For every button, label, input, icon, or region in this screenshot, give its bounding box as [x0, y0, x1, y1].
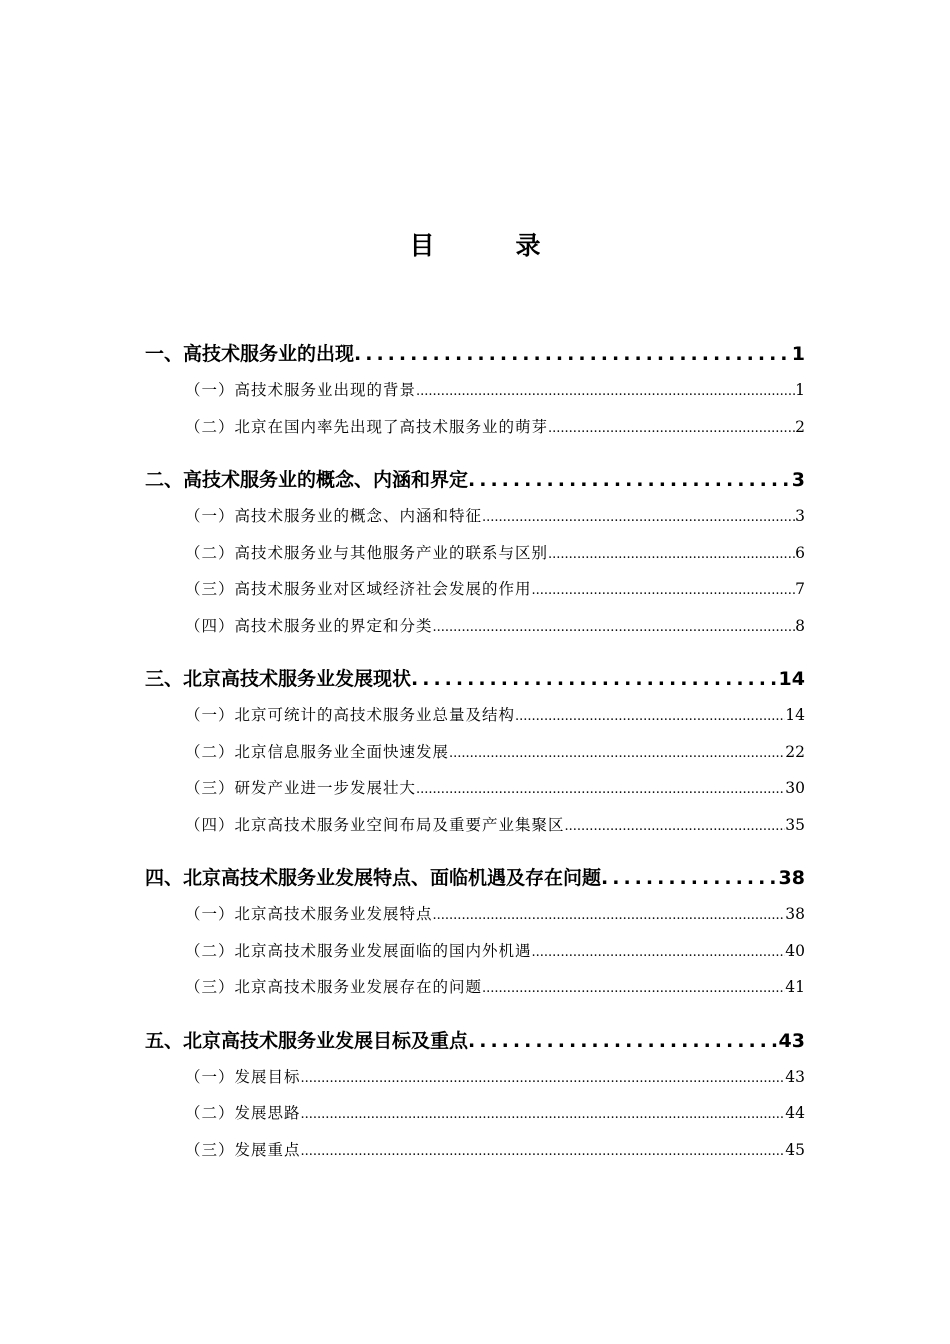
- toc-page-number: 14: [778, 668, 805, 690]
- dot-leader: [416, 374, 795, 411]
- toc-entry-label: （二）高技术服务业与其他服务产业的联系与区别: [185, 543, 549, 562]
- toc-page-number: 45: [785, 1140, 805, 1159]
- toc-subsection-entry[interactable]: [145, 896, 805, 933]
- toc-page-number: 44: [785, 1104, 805, 1122]
- toc-page-number: 40: [785, 941, 805, 960]
- dot-leader: [548, 537, 795, 574]
- toc-page-number: 38: [778, 867, 805, 889]
- toc-subsection-entry[interactable]: [145, 734, 805, 771]
- toc-subsection-entry[interactable]: [145, 498, 805, 535]
- toc-chapter-entry[interactable]: [145, 462, 805, 498]
- toc-subsection-entry[interactable]: [145, 1132, 805, 1169]
- toc-subsection-entry[interactable]: [145, 969, 805, 1006]
- toc-page-number: 30: [785, 779, 805, 797]
- toc-entry-label: （三）高技术服务业对区域经济社会发展的作用: [185, 580, 532, 598]
- page-title: 目 录: [409, 231, 569, 260]
- dot-leader: [532, 935, 786, 972]
- toc-page-number: 8: [795, 616, 805, 635]
- toc-chapter-entry[interactable]: [145, 336, 805, 372]
- toc-chapter-entry[interactable]: [145, 1023, 805, 1059]
- toc-page-number: 14: [785, 706, 805, 724]
- toc-page-number: 1: [795, 381, 805, 399]
- toc-page-number: 1: [791, 343, 805, 365]
- toc-entry-label: （二）北京在国内率先出现了高技术服务业的萌芽: [185, 417, 549, 436]
- dot-leader: [482, 971, 785, 1008]
- dot-leader: [354, 336, 792, 372]
- toc-section: [145, 1023, 805, 1169]
- toc-entry-label: （一）高技术服务业的概念、内涵和特征: [185, 507, 483, 525]
- table-of-contents: [145, 336, 805, 1185]
- toc-entry-label: （四）北京高技术服务业空间布局及重要产业集聚区: [185, 815, 565, 834]
- dot-leader: [416, 772, 785, 809]
- toc-subsection-entry[interactable]: [145, 608, 805, 645]
- dot-leader: [601, 860, 779, 896]
- dot-leader: [532, 573, 796, 610]
- toc-entry-label: 一、高技术服务业的出现: [145, 343, 355, 365]
- toc-entry-label: （一）发展目标: [185, 1067, 301, 1086]
- toc-entry-label: （一）高技术服务业出现的背景: [185, 381, 417, 399]
- toc-section: [145, 661, 805, 843]
- toc-subsection-entry[interactable]: [145, 933, 805, 970]
- toc-entry-label: （一）北京高技术服务业发展特点: [185, 905, 433, 923]
- toc-page-number: 43: [778, 1029, 805, 1052]
- toc-page-number: 43: [785, 1067, 805, 1086]
- toc-entry-label: （一）北京可统计的高技术服务业总量及结构: [185, 706, 516, 724]
- toc-subsection-entry[interactable]: [145, 807, 805, 844]
- dot-leader: [482, 500, 795, 537]
- toc-page-number: 6: [795, 543, 805, 562]
- toc-entry-label: （二）发展思路: [185, 1104, 301, 1122]
- toc-page-number: 2: [795, 417, 805, 436]
- toc-entry-label: 四、北京高技术服务业发展特点、面临机遇及存在问题: [145, 867, 602, 889]
- toc-entry-label: （三）研发产业进一步发展壮大: [185, 779, 417, 797]
- toc-subsection-entry[interactable]: [145, 571, 805, 608]
- toc-subsection-entry[interactable]: [145, 535, 805, 572]
- dot-leader: [433, 610, 796, 647]
- toc-entry-label: 二、高技术服务业的概念、内涵和界定: [145, 469, 469, 491]
- toc-subsection-entry[interactable]: [145, 1059, 805, 1096]
- dot-leader: [515, 699, 785, 736]
- toc-section: [145, 336, 805, 445]
- toc-entry-label: 三、北京高技术服务业发展现状: [145, 668, 412, 690]
- toc-chapter-entry[interactable]: [145, 860, 805, 896]
- toc-entry-label: 五、北京高技术服务业发展目标及重点: [145, 1029, 469, 1052]
- toc-entry-label: （二）北京高技术服务业发展面临的国内外机遇: [185, 941, 532, 960]
- toc-page-number: 38: [785, 905, 805, 923]
- toc-subsection-entry[interactable]: [145, 372, 805, 409]
- toc-page-number: 3: [795, 507, 805, 525]
- toc-page-number: 41: [785, 978, 805, 996]
- dot-leader: [301, 1097, 786, 1134]
- dot-leader: [468, 462, 792, 498]
- toc-page-number: 7: [795, 580, 805, 598]
- toc-subsection-entry[interactable]: [145, 697, 805, 734]
- dot-leader: [301, 1061, 786, 1098]
- toc-section: [145, 462, 805, 644]
- toc-subsection-entry[interactable]: [145, 770, 805, 807]
- toc-page-number: 35: [785, 815, 805, 834]
- toc-page-number: 3: [791, 469, 805, 491]
- toc-entry-label: （二）北京信息服务业全面快速发展: [185, 742, 450, 761]
- dot-leader: [449, 736, 785, 773]
- toc-page-number: 22: [785, 742, 805, 761]
- toc-subsection-entry[interactable]: [145, 1095, 805, 1132]
- dot-leader: [468, 1023, 779, 1059]
- dot-leader: [433, 898, 786, 935]
- toc-entry-label: （三）北京高技术服务业发展存在的问题: [185, 978, 483, 996]
- dot-leader: [565, 809, 786, 846]
- toc-entry-label: （四）高技术服务业的界定和分类: [185, 616, 433, 635]
- toc-subsection-entry[interactable]: [145, 409, 805, 446]
- toc-section: [145, 860, 805, 1006]
- dot-leader: [411, 661, 779, 697]
- dot-leader: [548, 411, 795, 448]
- toc-entry-label: （三）发展重点: [185, 1140, 301, 1159]
- dot-leader: [301, 1134, 786, 1171]
- toc-chapter-entry[interactable]: [145, 661, 805, 697]
